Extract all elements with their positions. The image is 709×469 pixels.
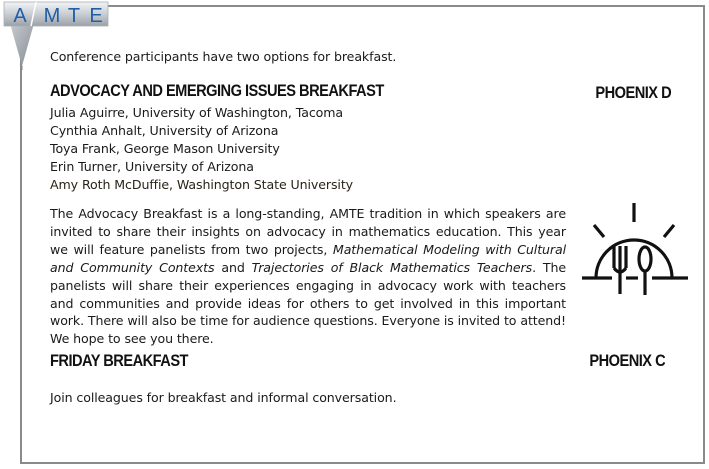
logo-letter: E — [89, 5, 103, 27]
project-title: Mathematical Modeling with Cultural and Community Contexts — [50, 241, 567, 275]
description-text: . The panelists will share their experiences engaging in advocacy work with teachers and communities and provide ideas for others to get involved in this important work. There will also be time for audience questions. Everyone is invited to attend! We hope to see you there. — [50, 259, 566, 347]
breakfast-sun-fork-spoon-icon — [582, 198, 688, 302]
intro-text: Conference participants have two options for breakfast. — [50, 49, 397, 64]
logo-letter: M — [43, 5, 61, 27]
panelist: Toya Frank, George Mason University — [50, 141, 280, 156]
session-room: PHOENIX D — [595, 83, 671, 102]
description-text: The Advocacy Breakfast is a long-standing, AMTE tradition in which speakers are invited to share their insights on advocacy in mathematics education. This year we will feature panelists from two projects, — [50, 206, 566, 257]
panelist: Amy Roth McDuffie, Washington State University — [50, 177, 354, 192]
panelist: Julia Aguirre, University of Washington, Tacoma — [50, 105, 344, 120]
session-description — [50, 205, 566, 348]
session-room: PHOENIX C — [589, 351, 665, 370]
logo-letter: A — [13, 5, 27, 27]
session-title: FRIDAY BREAKFAST — [50, 351, 188, 370]
logo-letter: T — [67, 5, 81, 27]
panelist: Cynthia Anhalt, University of Arizona — [50, 123, 279, 138]
panelist-list — [50, 104, 353, 194]
session-title: ADVOCACY AND EMERGING ISSUES BREAKFAST — [50, 81, 384, 100]
project-title: Trajectories of Black Mathematics Teachers — [251, 259, 533, 275]
description-text: and — [214, 259, 252, 275]
session-description: Join colleagues for breakfast and informal conversation. — [50, 390, 397, 405]
panelist: Erin Turner, University of Arizona — [50, 159, 254, 174]
